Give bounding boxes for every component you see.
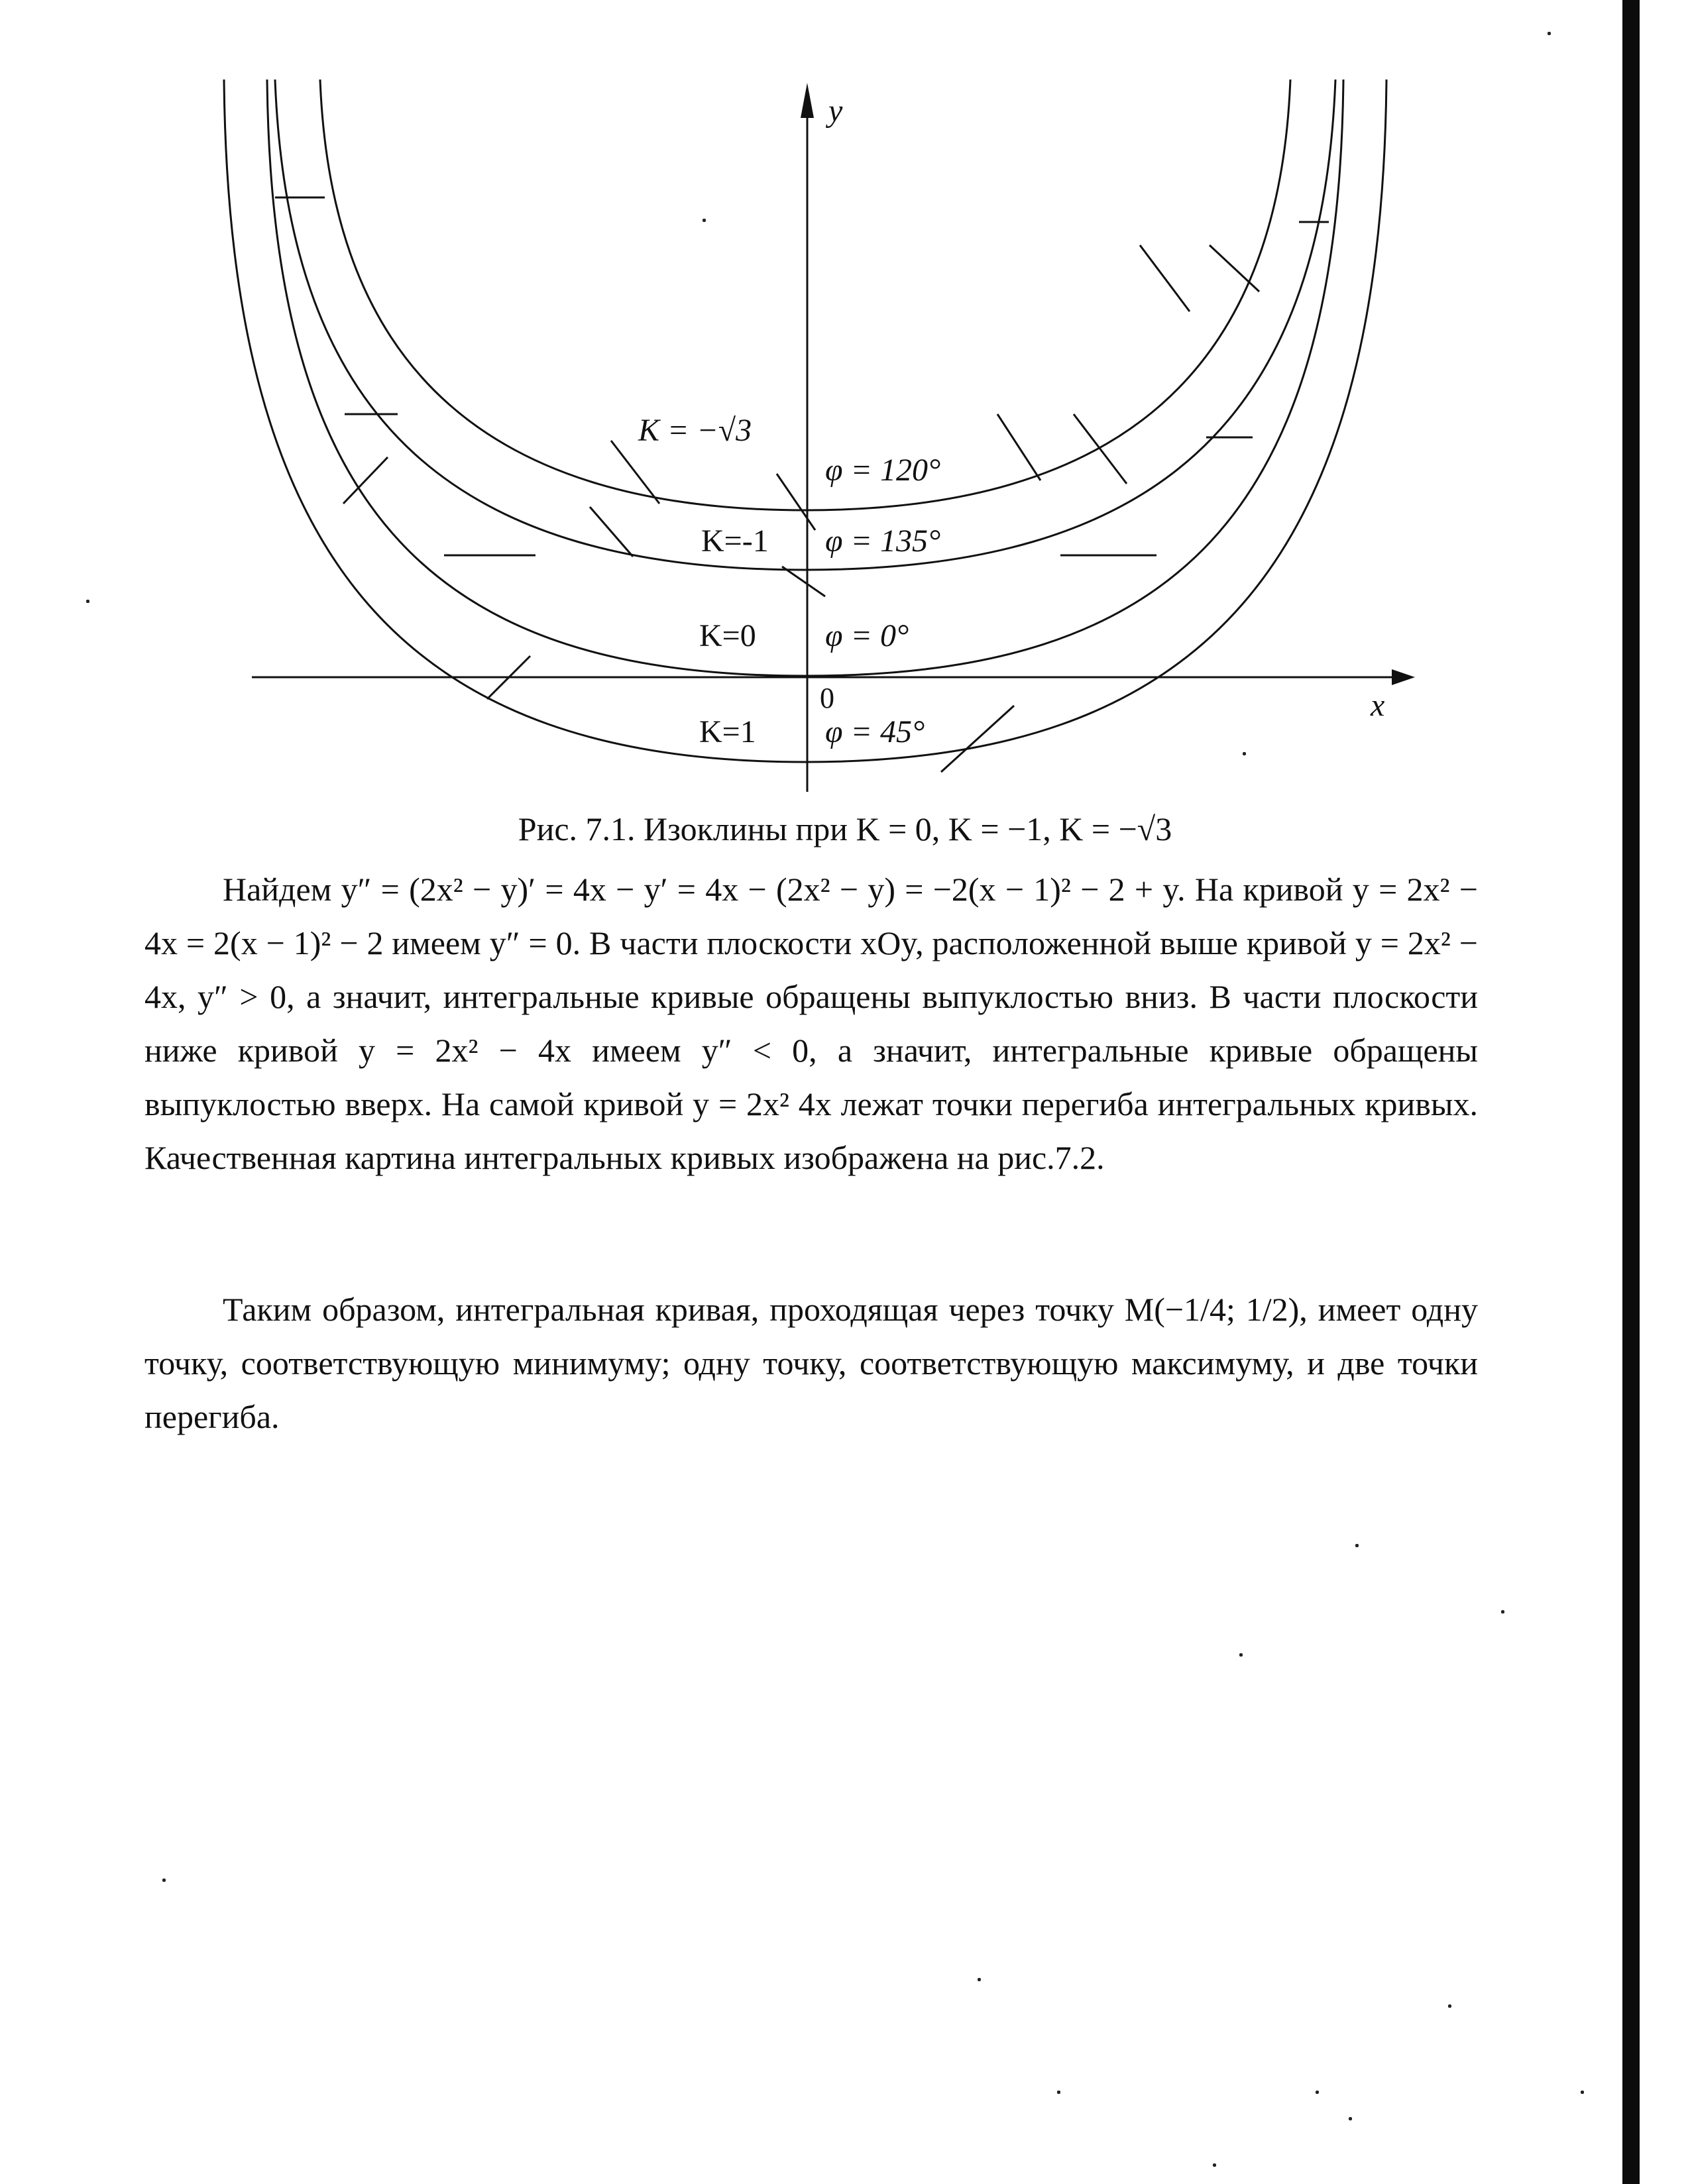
- y-axis-arrowhead: [801, 83, 814, 118]
- paragraph-second-derivative: [144, 863, 1478, 1185]
- isocline-figure: [0, 0, 1690, 815]
- origin-label: 0: [820, 682, 834, 714]
- figure-caption: Рис. 7.1. Изоклины при K = 0, K = −1, K = −√3: [518, 810, 1172, 847]
- field-tick: [343, 457, 388, 504]
- field-tick: [590, 507, 633, 557]
- y-axis-label: y: [828, 93, 843, 129]
- phi-label-135: φ = 135°: [825, 523, 941, 559]
- paragraph-conclusion-text: Таким образом, интегральная кривая, проходящая через точку M(−1/4; 1/2), имеет одну точку, соответствующую минимуму; одну точку, соответствующую максимуму, и две точки перегиба.: [144, 1291, 1478, 1435]
- field-tick: [1210, 245, 1259, 292]
- field-tick: [777, 474, 815, 530]
- field-tick: [782, 567, 825, 596]
- phi-label-0: φ = 0°: [825, 618, 909, 653]
- phi-label-45: φ = 45°: [825, 714, 925, 749]
- field-tick: [1074, 414, 1127, 484]
- field-tick: [997, 414, 1041, 480]
- isocline-k-1: [224, 80, 1386, 762]
- x-axis-label: x: [1371, 688, 1385, 723]
- k-label-minus-sqrt3: K = −√3: [638, 413, 752, 448]
- isocline-k-minus-1: [275, 80, 1335, 570]
- field-tick: [1140, 245, 1190, 311]
- k-label-0: K=0: [699, 618, 756, 653]
- k-label-1: K=1: [699, 714, 756, 749]
- x-axis-arrowhead: [1392, 669, 1415, 685]
- isocline-k-minus-sqrt3: [320, 80, 1290, 510]
- k-label-minus-1: K=-1: [701, 523, 769, 559]
- phi-label-120: φ = 120°: [825, 453, 941, 488]
- paragraph-conclusion: [144, 1283, 1478, 1444]
- field-tick: [941, 706, 1014, 772]
- paragraph-second-derivative-text: Найдем y″ = (2x² − y)′ = 4x − y′ = 4x − (2x² − y) = −2(x − 1)² − 2 + y. На кривой y = 2x² − 4x = 2(x − 1)² − 2 имеем y″ = 0. В части плоскости xOy, расположенной выше кривой y = 2x² − 4x, y″ > 0, а значит, интегральные кривые обращены выпуклостью вниз. В части плоскости ниже кривой y = 2x² − 4x имеем y″ < 0, а значит, интегральные кривые обращены выпуклостью вверх. На самой кривой y = 2x² 4x лежат точки перегиба интегральных кривых. Качественная картина интегральных кривых изображена на рис.7.2.: [144, 871, 1478, 1176]
- isocline-k-0: [267, 80, 1343, 676]
